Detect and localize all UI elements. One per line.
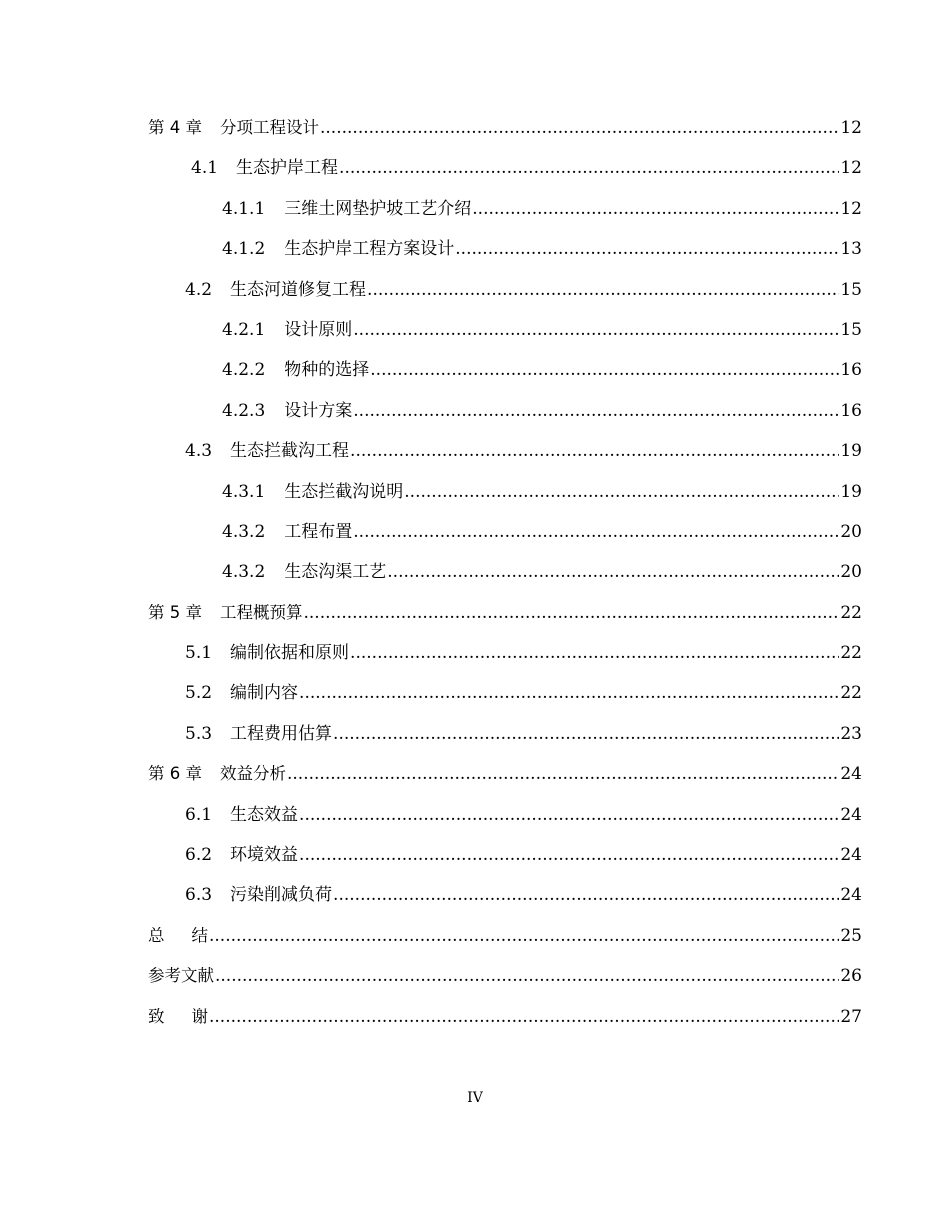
toc-entry-title: 物种的选择: [284, 360, 370, 381]
dot-leader: [387, 552, 839, 592]
toc-entry-title: 工程布置: [284, 521, 353, 542]
toc-entry-title: 编制内容: [230, 683, 299, 704]
toc-entry-4-3-2-ditch[interactable]: [148, 552, 862, 592]
toc-entry-4-3-1[interactable]: [148, 472, 862, 512]
dot-leader: [472, 189, 839, 229]
dot-leader: [299, 795, 839, 835]
toc-entry-page: 22: [840, 683, 862, 704]
toc-entry-4-1-2[interactable]: [148, 229, 862, 269]
dot-leader: [320, 108, 839, 148]
toc-entry-page: 12: [840, 198, 862, 219]
toc-entry-number: 6.1: [185, 804, 213, 825]
toc-entry-page: 16: [840, 400, 862, 421]
toc-entry-number: 4.3.2: [222, 521, 266, 542]
toc-entry-title: 生态护岸工程方案设计: [284, 239, 455, 260]
toc-entry-number: 6.3: [185, 885, 213, 906]
toc-entry-page: 27: [840, 1006, 862, 1027]
toc-entry-title: 环境效益: [230, 845, 299, 866]
toc-entry-page: 19: [840, 481, 862, 502]
toc-entry-page: 12: [840, 158, 862, 179]
dot-leader: [209, 997, 839, 1037]
toc-entry-acknowledgements[interactable]: [148, 997, 862, 1037]
toc-entry-page: 25: [840, 925, 862, 946]
dot-leader: [215, 956, 839, 996]
toc-entry-chapter-6[interactable]: [148, 754, 862, 794]
toc-entry-5-3[interactable]: [148, 714, 862, 754]
toc-entry-page: 16: [840, 360, 862, 381]
toc-entry-page: 24: [840, 764, 862, 785]
toc-entry-4-3-2-layout[interactable]: [148, 512, 862, 552]
dot-leader: [367, 270, 839, 310]
toc-entry-title: 设计方案: [284, 400, 353, 421]
toc-entry-title-part: 谢: [191, 1006, 208, 1026]
toc-entry-page: 15: [840, 319, 862, 340]
toc-entry-number: 4.2: [185, 279, 213, 300]
dot-leader: [304, 593, 840, 633]
toc-entry-title-part: 总: [148, 925, 192, 945]
toc-entry-page: 15: [840, 279, 862, 300]
toc-entry-4-2-1[interactable]: [148, 310, 862, 350]
toc-entry-page: 24: [840, 804, 862, 825]
toc-entry-title: 设计原则: [284, 319, 353, 340]
dot-leader: [353, 310, 839, 350]
table-of-contents: [148, 108, 862, 1037]
toc-entry-number: 第 5 章: [148, 602, 202, 622]
toc-entry-references[interactable]: [148, 956, 862, 996]
page-number-footer: IV: [467, 1090, 483, 1106]
toc-entry-title: 分项工程设计: [220, 118, 319, 137]
dot-leader: [404, 472, 839, 512]
toc-entry-4-2-2[interactable]: [148, 350, 862, 390]
toc-entry-number: 4.3.2: [222, 562, 266, 583]
toc-entry-4-3[interactable]: [148, 431, 862, 471]
dot-leader: [353, 512, 839, 552]
dot-leader: [370, 350, 839, 390]
dot-leader: [287, 754, 839, 794]
toc-entry-number: 5.2: [185, 683, 213, 704]
dot-leader: [333, 875, 839, 915]
toc-entry-number: 第 6 章: [148, 764, 202, 784]
dot-leader: [299, 835, 839, 875]
dot-leader: [333, 714, 839, 754]
toc-entry-title-part: 致: [148, 1006, 192, 1026]
toc-entry-page: 12: [840, 118, 862, 138]
toc-entry-number: 5.1: [185, 643, 213, 664]
toc-entry-4-1[interactable]: [148, 148, 862, 188]
toc-entry-number: 5.3: [185, 723, 213, 744]
toc-entry-5-2[interactable]: [148, 673, 862, 713]
dot-leader: [455, 229, 839, 269]
toc-entry-number: 6.2: [185, 845, 213, 866]
toc-entry-title-part: 结: [191, 925, 208, 945]
toc-entry-page: 20: [840, 562, 862, 583]
toc-entry-title: 工程费用估算: [230, 723, 333, 744]
toc-entry-page: 22: [840, 602, 862, 623]
dot-leader: [209, 916, 839, 956]
dot-leader: [299, 673, 839, 713]
toc-entry-page: 23: [840, 723, 862, 744]
toc-entry-number: 4.1.2: [222, 239, 266, 260]
toc-entry-title: 三维土网垫护坡工艺介绍: [284, 198, 472, 219]
toc-entry-6-3[interactable]: [148, 875, 862, 915]
toc-entry-4-2[interactable]: [148, 270, 862, 310]
toc-entry-number: 4.1: [191, 158, 219, 179]
toc-entry-4-1-1[interactable]: [148, 189, 862, 229]
toc-entry-title: 生态河道修复工程: [230, 279, 367, 300]
toc-entry-page: 24: [840, 845, 862, 866]
toc-entry-number: 4.1.1: [222, 198, 266, 219]
toc-entry-page: 20: [840, 521, 862, 542]
toc-entry-title: 参考文献: [148, 966, 214, 986]
toc-entry-number: 4.3.1: [222, 481, 266, 502]
toc-entry-6-1[interactable]: [148, 795, 862, 835]
dot-leader: [339, 148, 839, 188]
toc-entry-page: 13: [840, 239, 862, 260]
toc-entry-title: 生态沟渠工艺: [284, 562, 387, 583]
toc-entry-title: 污染削减负荷: [230, 885, 333, 906]
toc-entry-6-2[interactable]: [148, 835, 862, 875]
toc-entry-page: 24: [840, 885, 862, 906]
toc-entry-title: 生态护岸工程: [236, 158, 339, 179]
toc-entry-title: 工程概预算: [220, 602, 303, 622]
toc-entry-title: 效益分析: [220, 764, 286, 784]
toc-entry-number: 4.3: [185, 441, 213, 462]
toc-entry-number: 4.2.2: [222, 360, 266, 381]
toc-entry-5-1[interactable]: [148, 633, 862, 673]
toc-entry-title: 生态拦截沟说明: [284, 481, 404, 502]
toc-entry-page: 22: [840, 643, 862, 664]
toc-entry-title: 生态拦截沟工程: [230, 441, 350, 462]
toc-entry-chapter-4[interactable]: [148, 108, 862, 148]
toc-entry-page: 19: [840, 441, 862, 462]
toc-entry-number: 第 4 章: [148, 118, 202, 137]
toc-entry-number: 4.2.1: [222, 319, 266, 340]
dot-leader: [353, 391, 839, 431]
toc-entry-chapter-5[interactable]: [148, 593, 862, 633]
dot-leader: [350, 633, 839, 673]
toc-entry-title: 编制依据和原则: [230, 643, 350, 664]
toc-entry-page: 26: [840, 966, 862, 987]
toc-entry-4-2-3[interactable]: [148, 391, 862, 431]
toc-entry-title: 生态效益: [230, 804, 299, 825]
toc-entry-summary[interactable]: [148, 916, 862, 956]
dot-leader: [350, 431, 839, 471]
toc-entry-number: 4.2.3: [222, 400, 266, 421]
